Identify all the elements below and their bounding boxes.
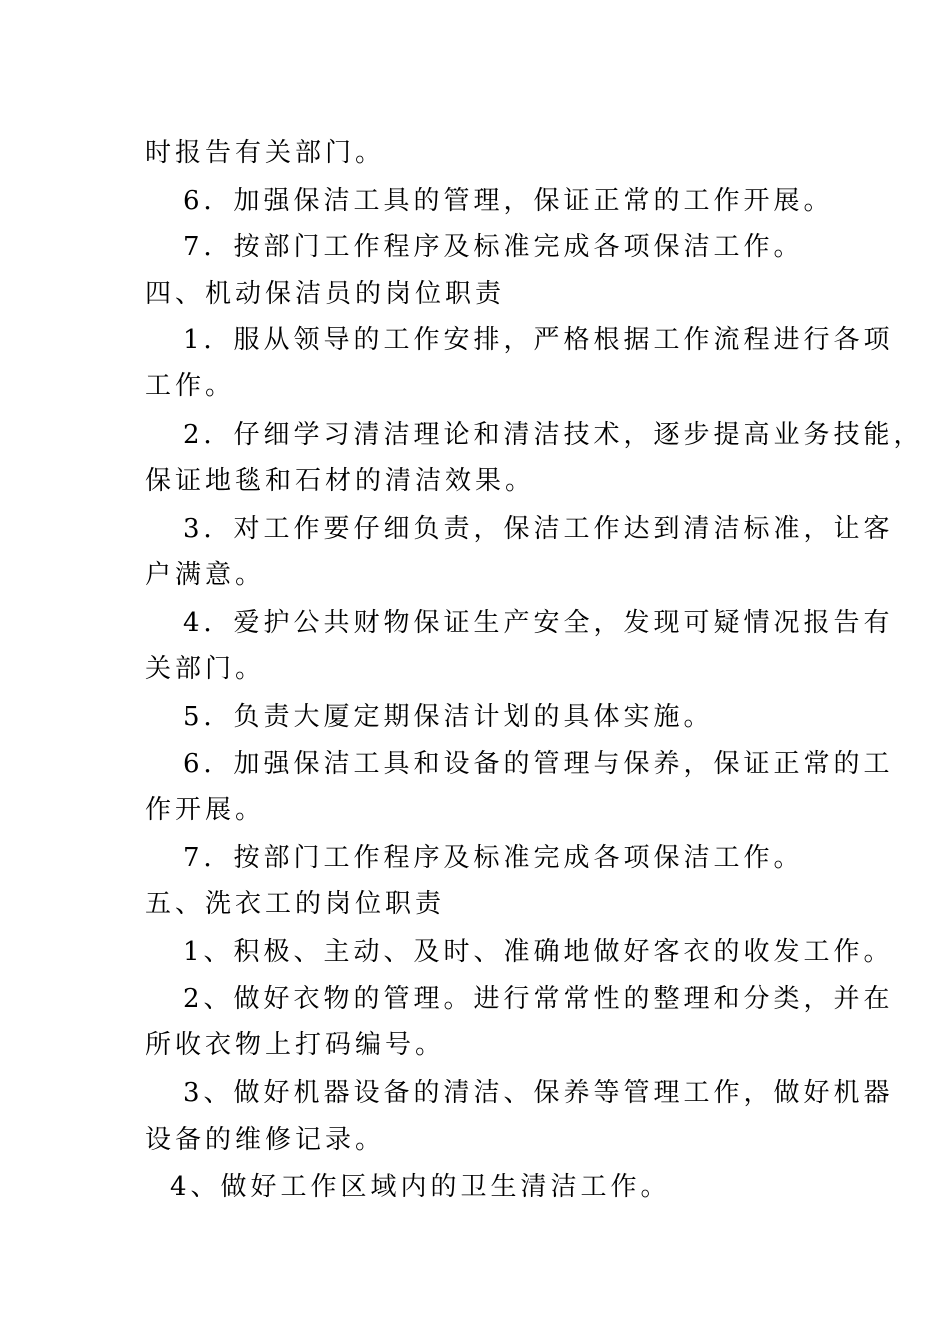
text-line-continuation: 工作。 [145,371,236,401]
list-item-6: 6．加强保洁工具的管理，保证正常的工作开展。 [183,186,834,216]
section-heading-5: 五、洗衣工的岗位职责 [145,889,446,919]
list-item-7: 7．按部门工作程序及标准完成各项保洁工作。 [183,843,804,873]
list-item-2: 2．仔细学习清洁理论和清洁技术，逐步提高业务技能， [183,420,924,450]
list-item-2: 2、做好衣物的管理。进行常常性的整理和分类，并在 [183,984,894,1014]
list-item-6: 6．加强保洁工具和设备的管理与保养，保证正常的工 [183,749,894,779]
list-item-1: 1．服从领导的工作安排，严格根据工作流程进行各项 [183,325,894,355]
list-item-1: 1、积极、主动、及时、准确地做好客衣的收发工作。 [183,937,894,967]
list-item-5: 5．负责大厦定期保洁计划的具体实施。 [183,702,714,732]
text-line-continuation: 关部门。 [145,654,266,684]
list-item-3: 3、做好机器设备的清洁、保养等管理工作，做好机器 [183,1078,894,1108]
text-line-continuation: 户满意。 [145,560,266,590]
list-item-4: 4、做好工作区域内的卫生清洁工作。 [170,1172,671,1202]
list-item-7: 7．按部门工作程序及标准完成各项保洁工作。 [183,232,804,262]
text-line-continuation: 时报告有关部门。 [145,138,386,168]
list-item-4: 4．爱护公共财物保证生产安全，发现可疑情况报告有 [183,608,894,638]
text-line-continuation: 保证地毯和石材的清洁效果。 [145,466,536,496]
text-line-continuation: 设备的维修记录。 [145,1125,386,1155]
text-line-continuation: 所收衣物上打码编号。 [145,1030,446,1060]
list-item-3: 3．对工作要仔细负责，保洁工作达到清洁标准，让客 [183,514,894,544]
text-line-continuation: 作开展。 [145,795,266,825]
section-heading-4: 四、机动保洁员的岗位职责 [145,279,506,309]
